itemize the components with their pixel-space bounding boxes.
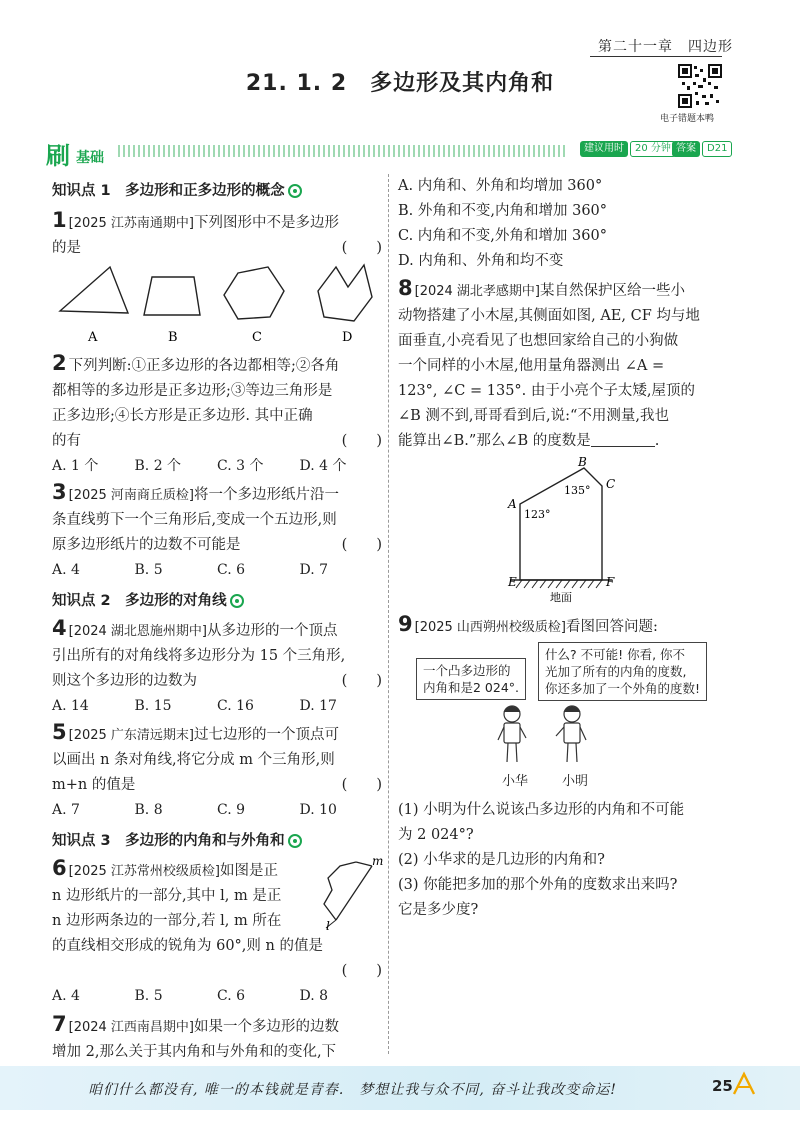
q9-intro: 看图回答问题:	[566, 619, 658, 635]
q7-options	[398, 174, 750, 274]
q6-line-2: n 边形纸片的一部分,其中 l, m 是正	[52, 888, 282, 904]
question-5	[52, 722, 382, 798]
bubble-xiaoming	[538, 642, 707, 701]
question-2	[52, 353, 382, 454]
q4-line-1: 从多边形的一个顶点	[207, 623, 338, 639]
q5-number: 5	[52, 720, 67, 744]
q4-line-3: 则这个多边形的边数为	[52, 673, 197, 689]
q3-source: [2025 河南商丘质检]	[68, 488, 194, 503]
q9-source: [2025 山西朔州校级质检]	[414, 620, 566, 635]
q1-answer-blank[interactable]: ( )	[341, 240, 382, 256]
q7-option-b[interactable]: B. 外角和不变,内角和增加 360°	[398, 203, 608, 219]
student-xiaoming	[556, 706, 586, 762]
question-9	[398, 614, 750, 640]
q3-options	[52, 558, 382, 582]
target-icon	[288, 184, 302, 198]
q6-option-a[interactable]: A. 4	[52, 988, 80, 1004]
bubble2-line-1: 什么? 不可能! 你看, 你不	[545, 647, 686, 662]
q3-line-1: 将一个多边形纸片沿一	[194, 487, 339, 503]
q3-line-2: 条直线剪下一个三角形后,变成一个五边形,则	[52, 512, 337, 528]
q4-option-d[interactable]: D. 17	[299, 698, 337, 714]
knowledge-point-3	[52, 830, 382, 852]
q6-label-m: m	[372, 854, 384, 868]
question-6	[52, 854, 384, 984]
q6-answer-blank[interactable]: ( )	[341, 963, 382, 979]
q6-option-d[interactable]: D. 8	[299, 988, 329, 1004]
figure-c-polygon	[224, 267, 284, 319]
q5-option-d[interactable]: D. 10	[299, 802, 337, 818]
kp1-text: 知识点 1 多边形和正多边形的概念	[52, 183, 285, 199]
q5-line-2: 以画出 n 条对角线,将它分成 m 个三角形,则	[52, 752, 335, 768]
fig8-angle-c: 135°	[564, 484, 591, 497]
fig8-label-b: B	[578, 455, 587, 469]
q9-number: 9	[398, 612, 413, 636]
column-divider	[388, 174, 389, 1054]
question-3	[52, 482, 382, 558]
q6-option-c[interactable]: C. 6	[217, 988, 246, 1004]
figure-b-trapezoid	[144, 277, 200, 315]
fig8-angle-a: 123°	[524, 508, 551, 521]
q9-part-3b: 它是多少度?	[398, 902, 479, 918]
q9-part-1b: 为 2 024°?	[398, 827, 474, 843]
answer-label: 答案	[672, 141, 700, 157]
q9-figure	[398, 640, 750, 790]
knowledge-point-2	[52, 590, 382, 612]
q5-options	[52, 798, 382, 822]
q4-option-b[interactable]: B. 15	[134, 698, 172, 714]
student-figures	[494, 700, 594, 770]
q6-options	[52, 984, 382, 1008]
q8-line-6: ∠B 测不到,哥哥看到后,说:“不用测量,我也	[398, 408, 670, 424]
q2-answer-blank[interactable]: ( )	[341, 433, 382, 449]
bubble2-line-3: 你还多加了一个外角的度数!	[545, 681, 701, 696]
q7-line-1: 如果一个多边形的边数	[194, 1019, 339, 1035]
q8-line-4: 一个同样的小木屋,他用量角器测出 ∠A =	[398, 358, 665, 374]
q4-number: 4	[52, 616, 67, 640]
bubble1-line-2: 内角和是2 024°.	[423, 680, 520, 695]
label-b: B	[168, 330, 178, 345]
q4-line-2: 引出所有的对角线将多边形分为 15 个三角形,	[52, 648, 346, 664]
q1-number: 1	[52, 208, 67, 232]
q6-number: 6	[52, 856, 67, 880]
q6-line-1: 如图是正	[220, 863, 278, 879]
name-xiaoming: 小明	[562, 774, 589, 789]
q7-line-2: 增加 2,那么关于其内角和与外角和的变化,下	[52, 1044, 337, 1060]
q2-option-c[interactable]: C. 3 个	[217, 458, 264, 474]
q2-line-2: 都相等的多边形是正多边形;③等边三角形是	[52, 383, 333, 399]
q8-line-5: 123°, ∠C = 135°. 由于小亮个子太矮,屋顶的	[398, 383, 696, 399]
page-number: 25	[712, 1077, 733, 1095]
q2-number: 2	[52, 351, 67, 375]
kp3-text: 知识点 3 多边形的内角和与外角和	[52, 833, 285, 849]
figure-d-concave	[318, 265, 372, 321]
figure-a-triangle	[60, 267, 128, 313]
q6-line-3: n 边形两条边的一部分,若 l, m 所在	[52, 913, 282, 929]
knowledge-point-1	[52, 180, 382, 202]
q6-option-b[interactable]: B. 5	[134, 988, 163, 1004]
q2-line-4: 的有	[52, 433, 81, 449]
q7-option-c[interactable]: C. 内角和不变,外角和增加 360°	[398, 228, 607, 244]
q3-answer-blank[interactable]: ( )	[341, 537, 382, 553]
q2-option-d[interactable]: D. 4 个	[299, 458, 347, 474]
page-mark-icon	[732, 1072, 756, 1096]
q2-option-a[interactable]: A. 1 个	[52, 458, 99, 474]
fig8-ground: 地面	[550, 591, 572, 604]
q5-option-c[interactable]: C. 9	[217, 802, 246, 818]
bubble2-line-2: 光加了所有的内角的度数,	[545, 664, 687, 679]
q2-line-1: 下列判断:①正多边形的各边都相等;②各角	[68, 358, 340, 374]
q9-part-3a: (3) 你能把多加的那个外角的度数求出来吗?	[398, 877, 678, 893]
q8-figure	[398, 455, 750, 604]
answer-value: D21	[702, 141, 732, 157]
q1-text-a: 下列图形中不是多边形	[194, 215, 339, 231]
q4-source: [2024 湖北恩施州期中]	[68, 624, 207, 639]
q2-line-3: 正多边形;④长方形是正多边形. 其中正确	[52, 408, 313, 424]
kp2-text: 知识点 2 多边形的对角线	[52, 593, 227, 609]
decorative-stripes	[118, 145, 568, 157]
section-title: 21. 1. 2 多边形及其内角和	[245, 71, 555, 96]
q7-source: [2024 江西南昌期中]	[68, 1020, 194, 1035]
fig8-label-a: A	[508, 497, 517, 511]
target-icon	[230, 594, 244, 608]
fig8-label-c: C	[606, 477, 616, 491]
fig8-label-f: F	[606, 575, 615, 589]
q8-line-7: 能算出∠B.”那么∠B 的度数是	[398, 433, 591, 449]
q5-source: [2025 广东清远期末]	[68, 728, 194, 743]
q6-label-l: l	[326, 919, 330, 933]
q5-option-b[interactable]: B. 8	[134, 802, 163, 818]
question-4	[52, 618, 382, 694]
q5-line-3: m+n 的值是	[52, 777, 136, 793]
chapter-header: 第二十一章 四边形	[598, 39, 733, 55]
q2-options	[52, 454, 382, 478]
q3-option-a[interactable]: A. 4	[52, 562, 80, 578]
q8-source: [2024 湖北孝感期中]	[414, 284, 540, 299]
q7-option-a[interactable]: A. 内角和、外角和均增加 360°	[398, 178, 603, 194]
q8-end: .	[654, 433, 660, 449]
q4-options	[52, 694, 382, 718]
q1-figures	[52, 261, 382, 349]
q1-text-b: 的是	[52, 240, 81, 256]
q3-number: 3	[52, 480, 67, 504]
suggested-time	[580, 141, 676, 157]
time-label: 建议用时	[580, 141, 628, 157]
q4-option-c[interactable]: C. 16	[217, 698, 254, 714]
name-xiaohua: 小华	[502, 774, 529, 789]
q3-option-b[interactable]: B. 5	[134, 562, 163, 578]
q4-answer-blank[interactable]: ( )	[341, 673, 382, 689]
q8-number: 8	[398, 276, 413, 300]
question-8	[398, 278, 750, 454]
footer-motto: 咱们什么都没有, 唯一的本钱就是青春. 梦想让我与众不同, 奋斗让我改变命运!	[88, 1082, 617, 1098]
right-column	[398, 174, 750, 923]
q9-part-2: (2) 小华求的是几边形的内角和?	[398, 852, 605, 868]
q3-option-c[interactable]: C. 6	[217, 562, 246, 578]
q5-option-a[interactable]: A. 7	[52, 802, 80, 818]
left-column	[52, 180, 382, 1090]
question-1	[52, 210, 382, 261]
bubble1-line-1: 一个凸多边形的	[423, 663, 511, 678]
q5-line-1: 过七边形的一个顶点可	[194, 727, 339, 743]
fig8-label-e: E	[508, 575, 517, 589]
q3-option-d[interactable]: D. 7	[299, 562, 329, 578]
label-d: D	[342, 330, 353, 345]
q8-line-1: 某自然保护区给一些小	[540, 283, 685, 299]
student-xiaohua	[498, 706, 526, 762]
qr-caption: 电子错题本鸭	[660, 114, 715, 124]
answer-page	[672, 141, 732, 157]
target-icon	[288, 834, 302, 848]
brand-subtitle: 基础	[76, 150, 104, 166]
q9-part-1a: (1) 小明为什么说该凸多边形的内角和不可能	[398, 802, 685, 818]
bubble-xiaohua	[416, 658, 526, 700]
q6-line-4: 的直线相交形成的锐角为 60°,则 n 的值是	[52, 938, 323, 954]
q6-figure	[314, 856, 382, 932]
q7-number: 7	[52, 1012, 67, 1036]
q7-option-d[interactable]: D. 内角和、外角和均不变	[398, 253, 564, 269]
q8-line-3: 面垂直,小亮看见了也想回家给自己的小狗做	[398, 333, 679, 349]
time-value: 20 分钟	[630, 141, 676, 157]
q4-option-a[interactable]: A. 14	[52, 698, 89, 714]
q9-parts	[398, 798, 750, 923]
q6-source: [2025 江苏常州校级质检]	[68, 864, 220, 879]
header-rule	[590, 56, 722, 57]
q5-answer-blank[interactable]: ( )	[341, 777, 382, 793]
q3-line-3: 原多边形纸片的边数不可能是	[52, 537, 241, 553]
q2-option-b[interactable]: B. 2 个	[134, 458, 182, 474]
brand-logo: 刷	[46, 142, 70, 170]
q8-line-2: 动物搭建了小木屋,其侧面如图, AE, CF 均与地	[398, 308, 700, 324]
label-a: A	[88, 330, 98, 345]
label-c: C	[252, 330, 262, 345]
q8-answer-blank[interactable]	[591, 432, 655, 447]
q1-source: [2025 江苏南通期中]	[68, 216, 194, 231]
